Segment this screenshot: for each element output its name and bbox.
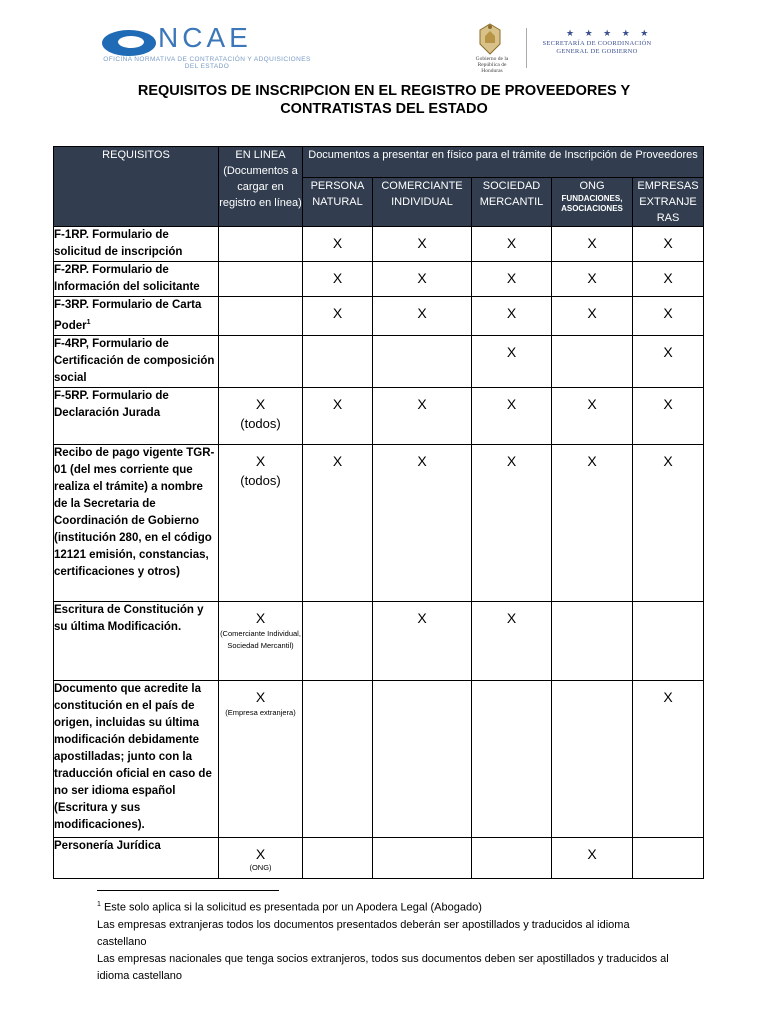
header-ong-label: ONG — [579, 180, 605, 192]
cell-empty — [552, 680, 633, 837]
cell-mark: X — [472, 601, 552, 680]
row-label: Escritura de Constitución y su última Modificación. — [54, 601, 219, 680]
cell-empty — [633, 601, 704, 680]
cell-empty — [373, 837, 472, 878]
cell-mark: X — [633, 227, 704, 262]
oncae-wordmark: NCAE — [158, 22, 252, 53]
footnote-separator — [97, 890, 279, 891]
cell-mark-online: X (todos) — [219, 387, 303, 444]
footnote-marker: 1 — [97, 901, 101, 908]
footnotes — [97, 896, 677, 985]
cell-mark: X — [373, 601, 472, 680]
cell-mark: X — [552, 227, 633, 262]
table-row — [54, 837, 704, 878]
cell-mark: X — [552, 837, 633, 878]
online-note: (todos) — [240, 472, 281, 488]
footnote-1-text: Este solo aplica si la solicitud es presentada por un Apodera Legal (Abogado) — [100, 901, 482, 914]
cell-empty — [219, 227, 303, 262]
cell-empty — [373, 335, 472, 387]
cell-mark: X — [633, 297, 704, 336]
cell-mark: X — [472, 227, 552, 262]
title-line-2: CONTRATISTAS DEL ESTADO — [280, 101, 488, 117]
row-label: Personería Jurídica — [54, 837, 219, 878]
cell-mark: X — [633, 262, 704, 297]
cell-mark: X — [303, 262, 373, 297]
table-row — [54, 297, 704, 336]
cell-mark: X — [373, 387, 472, 444]
cell-mark: X — [633, 444, 704, 601]
cell-empty — [373, 680, 472, 837]
cell-mark-online: X (ONG) — [219, 837, 303, 878]
footnote-line-3: Las empresas nacionales que tenga socios extranjeros, todos sus documentos deben ser apostillados y traducidos al idioma castellano — [97, 952, 669, 982]
row-label-text: F-3RP. Formulario de Carta Poder — [54, 299, 202, 332]
cell-empty — [633, 837, 704, 878]
cell-mark: X — [552, 444, 633, 601]
cell-empty — [472, 680, 552, 837]
row-label — [54, 297, 219, 336]
cell-mark: X — [552, 387, 633, 444]
cell-empty — [303, 837, 373, 878]
cell-empty — [219, 297, 303, 336]
row-label: F-1RP. Formulario de solicitud de inscripción — [54, 227, 219, 262]
online-note: (Comerciante Individual, Sociedad Mercantil) — [220, 628, 301, 651]
title-line-1: REQUISITOS DE INSCRIPCION EN EL REGISTRO DE PROVEEDORES Y — [137, 83, 631, 99]
cell-mark: X — [472, 387, 552, 444]
row-label: F-4RP, Formulario de Certificación de composición social — [54, 335, 219, 387]
online-note: (todos) — [240, 415, 281, 431]
row-label: F-2RP. Formulario de Información del solicitante — [54, 262, 219, 297]
oncae-logo — [100, 22, 310, 74]
header-persona-natural: PERSONA NATURAL — [303, 178, 373, 227]
cell-empty — [303, 601, 373, 680]
cell-empty — [552, 335, 633, 387]
footnote-line-2: Las empresas extranjeras todos los documentos presentados deberán ser apostillados y traducidos al idioma castellano — [97, 918, 630, 948]
logo-divider — [526, 28, 527, 68]
table-row — [54, 680, 704, 837]
cell-mark: X — [303, 387, 373, 444]
oncae-subtitle: OFICINA NORMATIVA DE CONTRATACIÓN Y ADQUISICIONES DEL ESTADO — [103, 56, 311, 70]
header-en-linea: EN LINEA (Documentos a cargar en registro en línea) — [219, 147, 303, 227]
header-ong-sub: FUNDACIONES, ASOCIACIONES — [561, 194, 623, 213]
cell-mark: X — [373, 444, 472, 601]
cell-empty — [552, 601, 633, 680]
cell-mark: X — [373, 262, 472, 297]
oncae-ring-icon — [100, 28, 158, 58]
gobierno-logo — [470, 22, 660, 76]
cell-empty — [303, 680, 373, 837]
header-comerciante: COMERCIANTE INDIVIDUAL — [373, 178, 472, 227]
table-header-row-1 — [54, 147, 704, 178]
cell-mark: X — [472, 297, 552, 336]
footnote-1 — [97, 896, 677, 917]
cell-mark-online: X (Comerciante Individual, Sociedad Mercantil) — [219, 601, 303, 680]
table-row — [54, 262, 704, 297]
table-row — [54, 387, 704, 444]
cell-mark: X — [303, 444, 373, 601]
stars-icon: ★ ★ ★ ★ ★ — [566, 28, 653, 38]
cell-empty — [219, 262, 303, 297]
row-label: Recibo de pago vigente TGR-01 (del mes corriente que realiza el trámite) a nombre de la Secretaria de Coordinación de Gobierno (institución 280, en el código 12121 emisión, constancias, certificaciones y otros) — [54, 444, 219, 601]
header-empresas: EMPRESAS EXTRANJE RAS — [633, 178, 704, 227]
header-sociedad: SOCIEDAD MERCANTIL — [472, 178, 552, 227]
online-note: (ONG) — [249, 862, 272, 872]
cell-mark: X — [633, 680, 704, 837]
cell-mark: X — [472, 335, 552, 387]
row-label: Documento que acredite la constitución en el país de origen, incluidas su última modificación debidamente apostilladas; junto con la traducción oficial en caso de no ser idioma español (Escritura y sus modificaciones). — [54, 680, 219, 837]
cell-mark: X — [552, 262, 633, 297]
page-title — [80, 82, 688, 118]
footnote-ref: 1 — [86, 319, 91, 326]
cell-mark: X — [303, 297, 373, 336]
cell-mark: X — [552, 297, 633, 336]
secretaria-text: SECRETARÍA DE COORDINACIÓN GENERAL DE GOBIERNO — [542, 40, 652, 55]
gobierno-text: Gobierno de la República de Honduras — [475, 56, 509, 74]
cell-empty — [219, 335, 303, 387]
cell-mark: X — [633, 387, 704, 444]
table-row — [54, 444, 704, 601]
cell-mark: X — [373, 227, 472, 262]
cell-mark-online: X (todos) — [219, 444, 303, 601]
table-row — [54, 335, 704, 387]
cell-mark: X — [373, 297, 472, 336]
table-row — [54, 227, 704, 262]
cell-mark: X — [633, 335, 704, 387]
cell-mark: X — [472, 262, 552, 297]
cell-mark: X — [303, 227, 373, 262]
cell-mark-online: X (Empresa extranjera) — [219, 680, 303, 837]
header-ong — [552, 178, 633, 227]
table-row — [54, 601, 704, 680]
online-note: (Empresa extranjera) — [225, 707, 296, 717]
cell-empty — [303, 335, 373, 387]
cell-empty — [472, 837, 552, 878]
coat-of-arms-icon — [476, 22, 504, 56]
header-requisitos: REQUISITOS — [54, 147, 219, 227]
row-label: F-5RP. Formulario de Declaración Jurada — [54, 387, 219, 444]
requirements-table — [53, 146, 704, 879]
cell-mark: X — [472, 444, 552, 601]
header-fisico: Documentos a presentar en físico para el trámite de Inscripción de Proveedores — [303, 147, 704, 178]
